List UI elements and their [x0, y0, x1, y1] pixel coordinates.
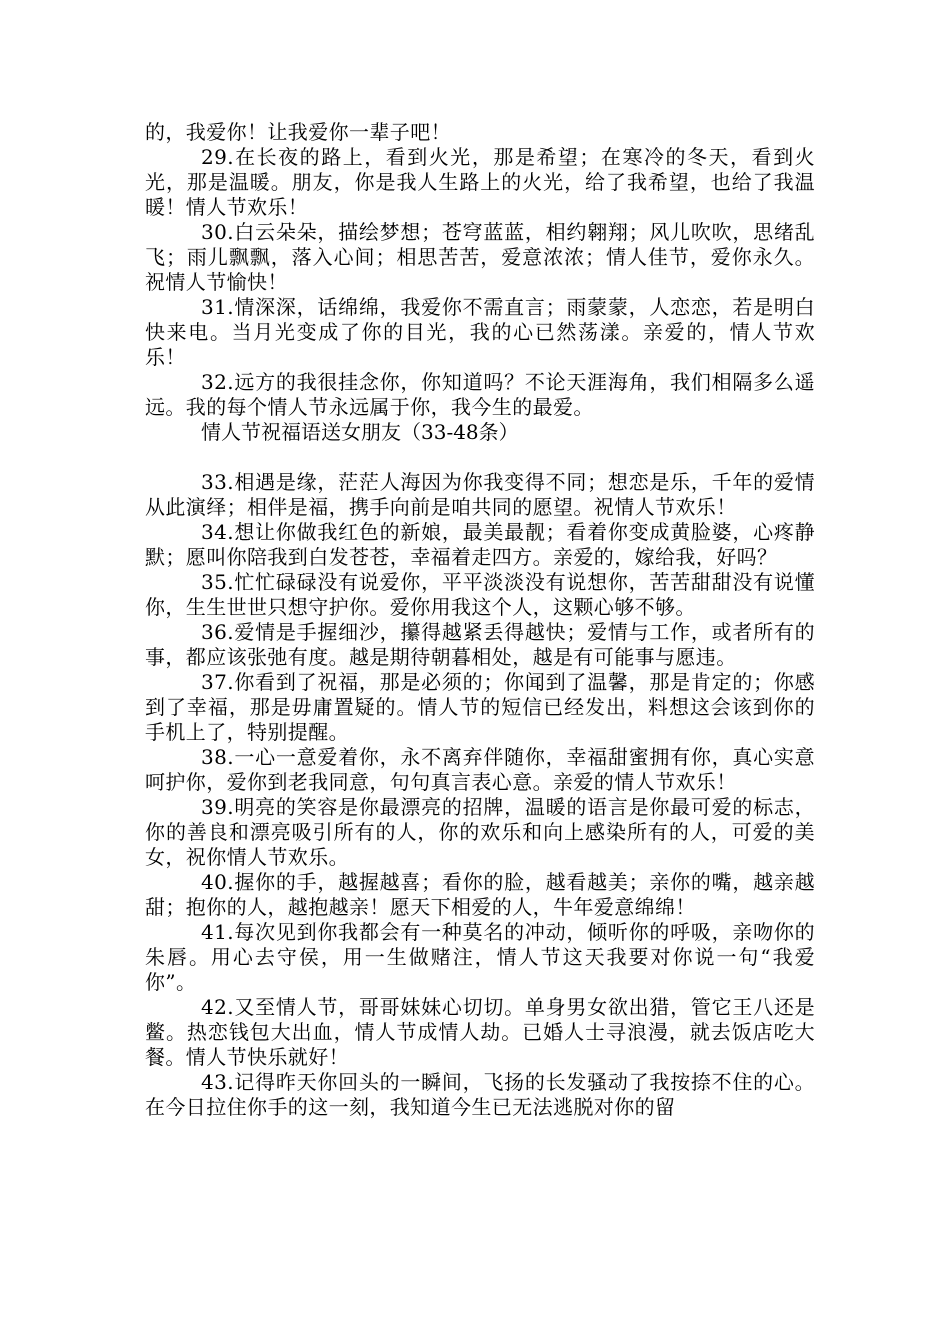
- paragraph-40: 40.握你的手，越握越喜；看你的脸，越看越美；亲你的嘴，越亲越甜；抱你的人，越抱越亲！愿天下相爱的人，牛年爱意绵绵！: [145, 870, 815, 919]
- paragraph-32: 32.远方的我很挂念你，你知道吗？不论天涯海角，我们相隔多么遥远。我的每个情人节永远属于你，我今生的最爱。: [145, 370, 815, 419]
- section-heading: 情人节祝福语送女朋友（33-48条）: [201, 420, 519, 444]
- paragraph-continuation: 的，我爱你！让我爱你一辈子吧！: [145, 120, 451, 144]
- paragraph-43: 43.记得昨天你回头的一瞬间，飞扬的长发骚动了我按捺不住的心。在今日拉住你手的这一刻，我知道今生已无法逃脱对你的留: [145, 1070, 815, 1119]
- paragraph-33: 33.相遇是缘，茫茫人海因为你我变得不同；想恋是乐，千年的爱情从此演绎；相伴是福，携手向前是咱共同的愿望。祝情人节欢乐！: [145, 470, 815, 519]
- paragraph-41: 41.每次见到你我都会有一种莫名的冲动，倾听你的呼吸，亲吻你的朱唇。用心去守侯，用一生做赌注，情人节这天我要对你说一句“我爱你”。: [145, 920, 815, 994]
- paragraph-36: 36.爱情是手握细沙，攥得越紧丢得越快；爱情与工作，或者所有的事，都应该张弛有度。越是期待朝暮相处，越是有可能事与愿违。: [145, 620, 815, 669]
- paragraph-31: 31.情深深，话绵绵，我爱你不需直言；雨蒙蒙，人恋恋，若是明白快来电。当月光变成了你的目光，我的心已然荡漾。亲爱的，情人节欢乐！: [145, 295, 815, 369]
- paragraph-37: 37.你看到了祝福，那是必须的；你闻到了温馨，那是肯定的；你感到了幸福，那是毋庸置疑的。情人节的短信已经发出，料想这会该到你的手机上了，特别提醒。: [145, 670, 815, 744]
- paragraph-39: 39.明亮的笑容是你最漂亮的招牌，温暖的语言是你最可爱的标志，你的善良和漂亮吸引所有的人，你的欢乐和向上感染所有的人，可爱的美女，祝你情人节欢乐。: [145, 795, 815, 869]
- paragraph-34: 34.想让你做我红色的新娘，最美最靓；看着你变成黄脸婆，心疼静默；愿叫你陪我到白发苍苍，幸福着走四方。亲爱的，嫁给我，好吗？: [145, 520, 815, 569]
- paragraph-35: 35.忙忙碌碌没有说爱你，平平淡淡没有说想你，苦苦甜甜没有说懂你，生生世世只想守护你。爱你用我这个人，这颗心够不够。: [145, 570, 815, 619]
- paragraph-38: 38.一心一意爱着你，永不离弃伴随你，幸福甜蜜拥有你，真心实意呵护你，爱你到老我同意，句句真言表心意。亲爱的情人节欢乐！: [145, 745, 815, 794]
- paragraph-30: 30.白云朵朵，描绘梦想；苍穹蓝蓝，相约翱翔；风儿吹吹，思绪乱飞；雨儿飘飘，落入心间；相思苦苦，爱意浓浓；情人佳节，爱你永久。祝情人节愉快！: [145, 220, 815, 294]
- paragraph-42: 42.又至情人节，哥哥妹妹心切切。单身男女欲出猎，管它王八还是鳖。热恋钱包大出血，情人节成情人劫。已婚人士寻浪漫，就去饭店吃大餐。情人节快乐就好！: [145, 995, 815, 1069]
- paragraph-29: 29.在长夜的路上，看到火光，那是希望；在寒冷的冬天，看到火光，那是温暖。朋友，你是我人生路上的火光，给了我希望，也给了我温暖！情人节欢乐！: [145, 145, 815, 219]
- document-body: [145, 120, 815, 1120]
